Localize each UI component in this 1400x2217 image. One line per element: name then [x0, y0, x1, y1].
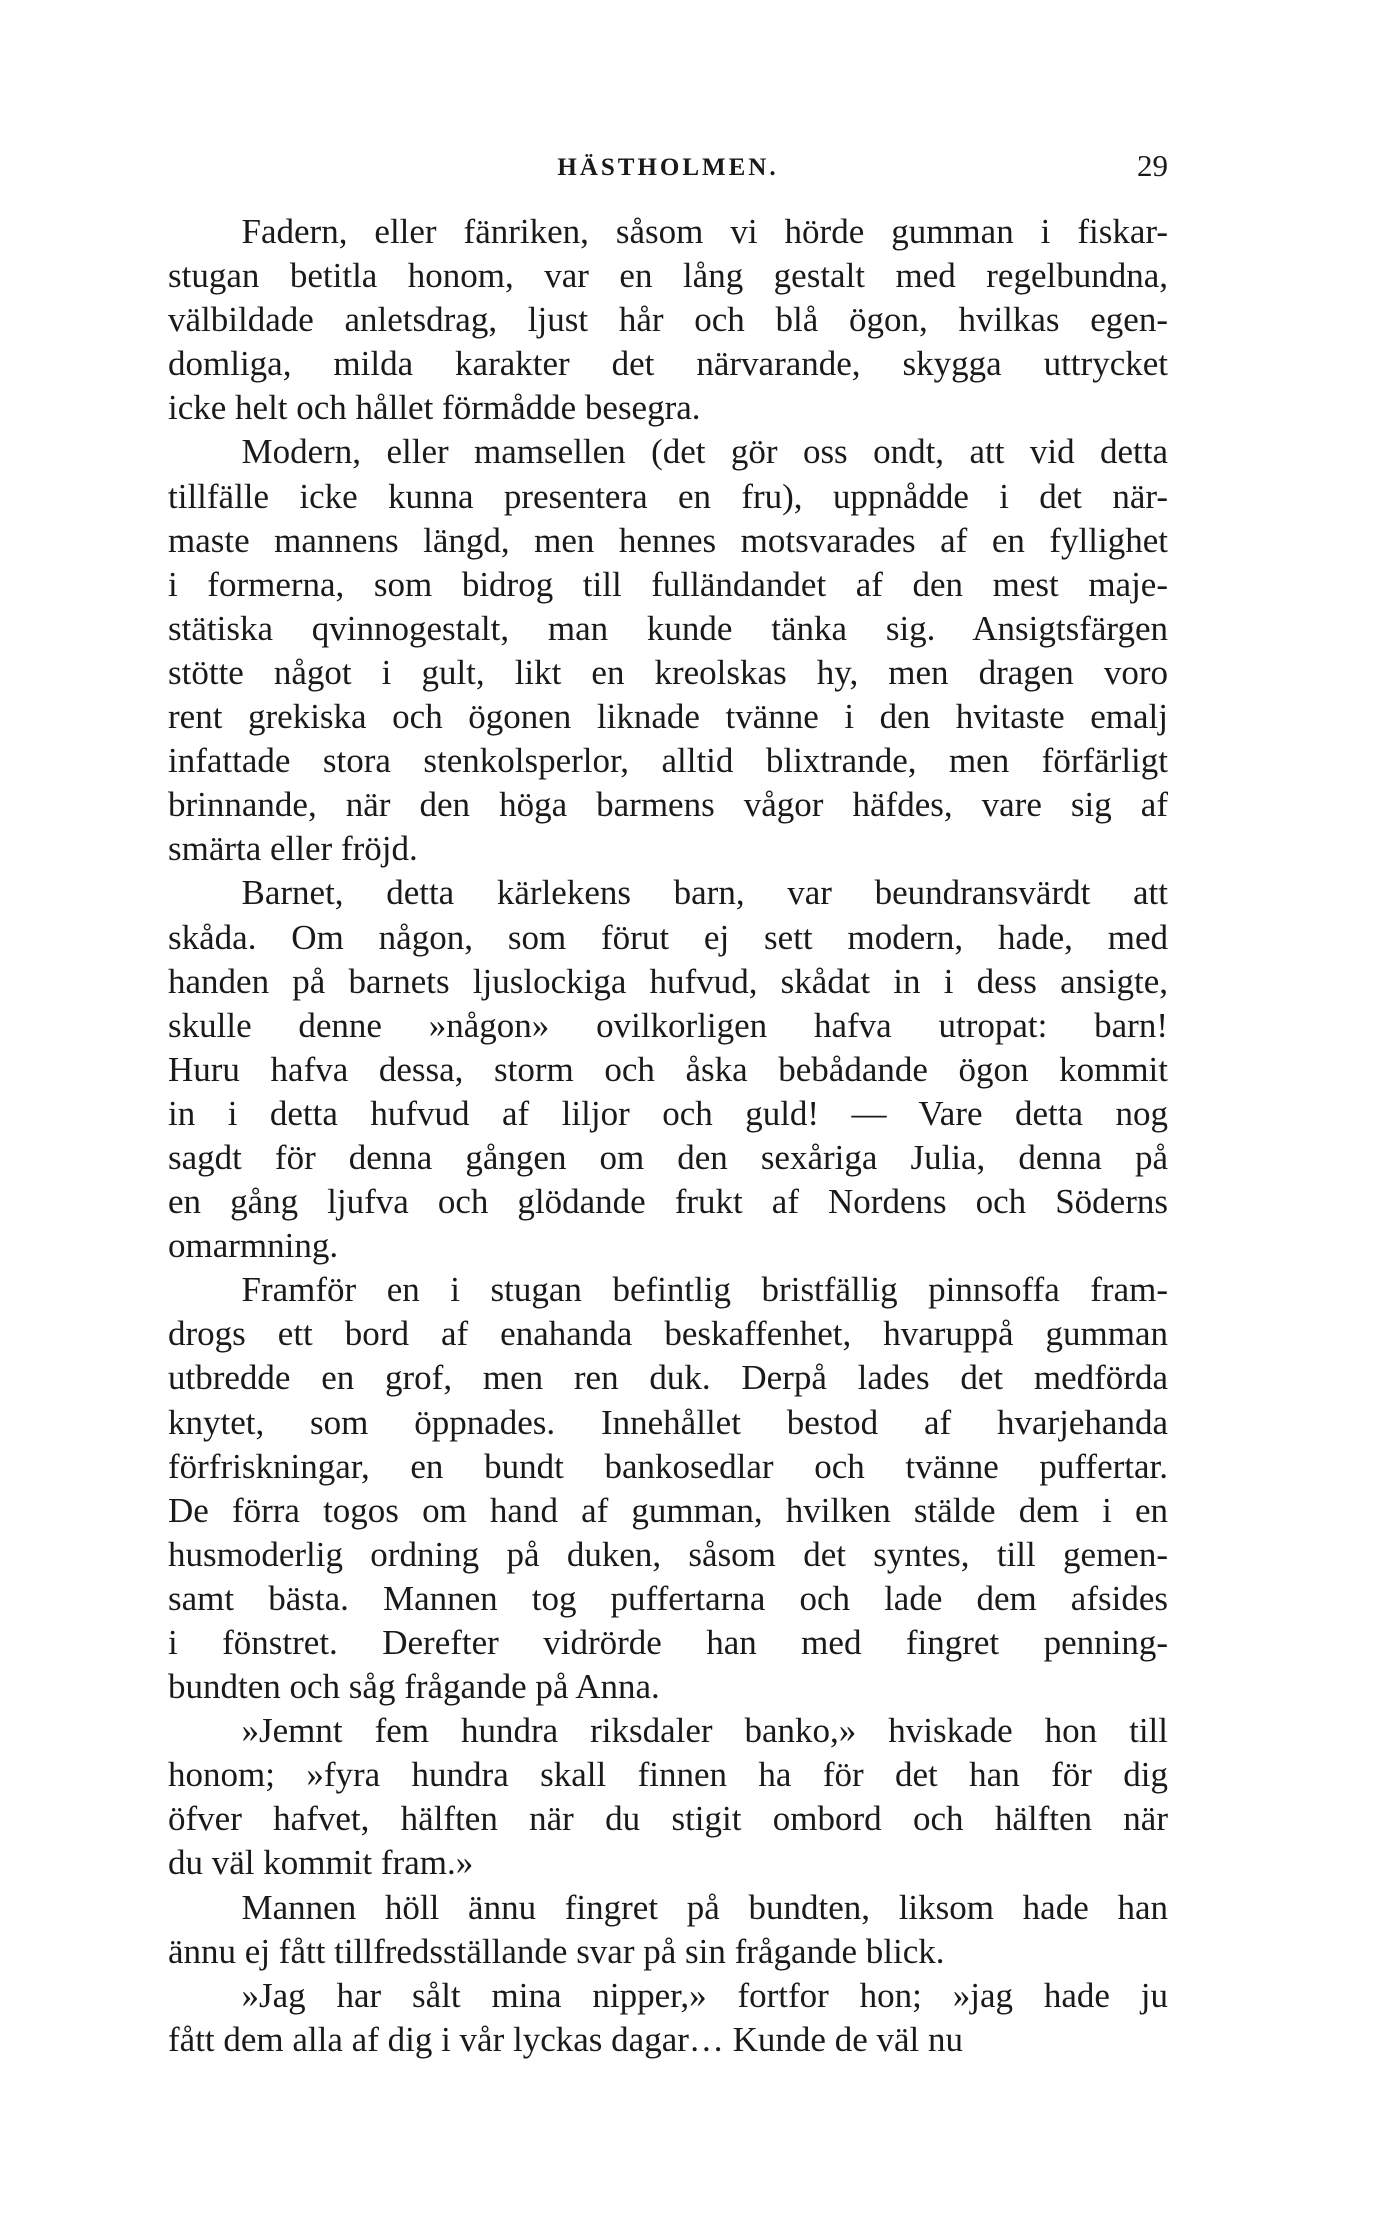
text-line: »Jag har sålt mina nipper,» fortfor hon; »jag hade ju	[241, 1975, 1168, 2015]
page-number: 29	[1137, 148, 1168, 183]
text-line: utbredde en grof, men ren duk. Derpå lades det medförda	[168, 1358, 1168, 1398]
text-line: välbildade anletsdrag, ljust hår och blå ögon, hvilkas egen-	[168, 300, 1168, 340]
body-text	[168, 210, 1168, 2062]
text-line: handen på barnets ljuslockiga hufvud, skådat in i dess ansigte,	[168, 961, 1168, 1001]
text-line: husmoderlig ordning på duken, såsom det syntes, till gemen-	[168, 1534, 1168, 1574]
text-line: in i detta hufvud af liljor och guld! — Vare detta nog	[168, 1093, 1168, 1133]
text-line: De förra togos om hand af gumman, hvilken stälde dem i en	[168, 1490, 1168, 1530]
text-line: du väl kommit fram.»	[168, 1843, 474, 1883]
text-line: skåda. Om någon, som förut ej sett modern, hade, med	[168, 917, 1168, 957]
text-line: öfver hafvet, hälften när du stigit ombord och hälften när	[168, 1799, 1168, 1839]
text-line: tillfälle icke kunna presentera en fru), uppnådde i det när-	[168, 476, 1168, 516]
text-line: i formerna, som bidrog till fulländandet af den mest maje-	[168, 564, 1168, 604]
paragraph	[168, 1709, 1168, 1885]
text-line: Barnet, detta kärlekens barn, var beundransvärdt att	[241, 873, 1168, 913]
text-line: i fönstret. Derefter vidrörde han med fingret penning-	[168, 1623, 1168, 1662]
text-line: förfriskningar, en bundt bankosedlar och tvänne puffertar.	[168, 1446, 1168, 1486]
paragraph	[168, 430, 1168, 871]
text-line: Modern, eller mamsellen (det gör oss ondt, att vid detta	[241, 432, 1168, 472]
text-line: infattade stora stenkolsperlor, alltid blixtrande, men förfärligt	[168, 741, 1168, 781]
paragraph	[168, 210, 1168, 430]
paragraph	[168, 1886, 1168, 1974]
text-line: Huru hafva dessa, storm och åska bebådande ögon kommit	[168, 1049, 1168, 1089]
text-line: bundten och såg frågande på Anna.	[168, 1667, 660, 1707]
text-line: brinnande, när den höga barmens vågor häfdes, vare sig af	[168, 785, 1168, 825]
paragraph	[168, 1268, 1168, 1709]
text-line: maste mannens längd, men hennes motsvarades af en fyllighet	[168, 520, 1168, 560]
text-line: skulle denne »någon» ovilkorligen hafva utropat: barn!	[168, 1005, 1168, 1045]
text-line: stötte något i gult, likt en kreolskas hy, men dragen voro	[168, 652, 1168, 692]
text-line: sagdt för denna gången om den sexåriga Julia, denna på	[168, 1137, 1168, 1177]
text-line: omarmning.	[168, 1226, 339, 1266]
text-line: Mannen höll ännu fingret på bundten, liksom hade han	[241, 1887, 1168, 1927]
text-line: samt bästa. Mannen tog puffertarna och lade dem afsides	[168, 1578, 1168, 1618]
text-line: knytet, som öppnades. Innehållet bestod af hvarjehanda	[168, 1402, 1168, 1442]
text-line: domliga, milda karakter det närvarande, skygga uttrycket	[168, 344, 1168, 384]
text-line: stätiska qvinnogestalt, man kunde tänka sig. Ansigtsfärgen	[168, 608, 1168, 648]
running-title: HÄSTHOLMEN.	[557, 154, 779, 181]
text-line: Framför en i stugan befintlig bristfällig pinnsoffa fram-	[241, 1270, 1168, 1310]
paragraph	[168, 871, 1168, 1268]
text-line: drogs ett bord af enahanda beskaffenhet, hvaruppå gumman	[168, 1314, 1168, 1354]
text-line: rent grekiska och ögonen liknade tvänne i den hvitaste emalj	[168, 697, 1168, 737]
text-line: honom; »fyra hundra skall finnen ha för det han för dig	[168, 1755, 1168, 1795]
running-head	[168, 148, 1168, 188]
text-line: ännu ej fått tillfredsställande svar på sin frågande blick.	[168, 1931, 945, 1971]
text-line: en gång ljufva och glödande frukt af Nordens och Söderns	[168, 1182, 1168, 1222]
text-line: smärta eller fröjd.	[168, 829, 418, 869]
text-line: stugan betitla honom, var en lång gestalt med regelbundna,	[168, 256, 1168, 296]
text-line: icke helt och hållet förmådde besegra.	[168, 388, 701, 428]
text-line: »Jemnt fem hundra riksdaler banko,» hviskade hon till	[241, 1711, 1168, 1751]
text-line: fått dem alla af dig i vår lyckas dagar… Kunde de väl nu	[168, 2019, 963, 2059]
text-line: Fadern, eller fänriken, såsom vi hörde gumman i fiskar-	[241, 212, 1168, 251]
paragraph	[168, 1974, 1168, 2062]
